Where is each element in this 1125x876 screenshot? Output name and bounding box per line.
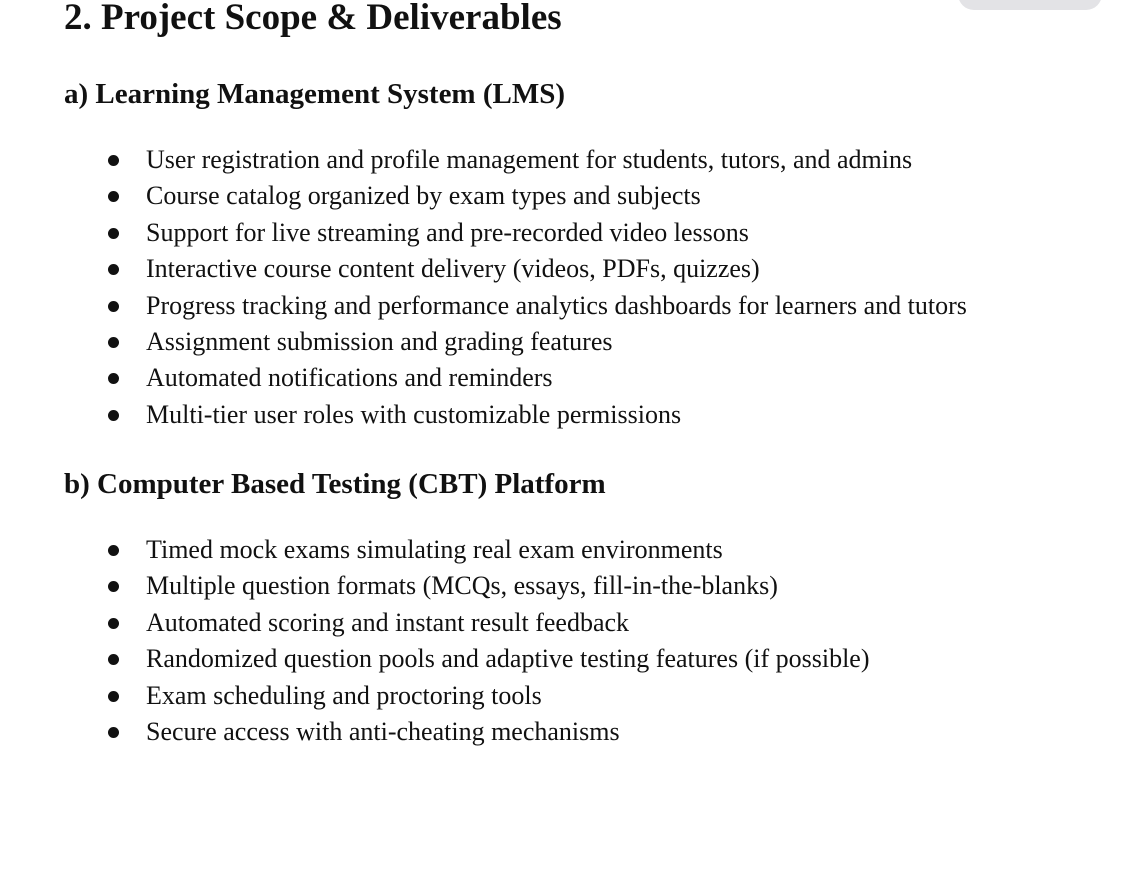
list-item-text: Automated notifications and reminders <box>146 363 553 393</box>
bullet-icon <box>108 155 119 166</box>
list-item-text: Interactive course content delivery (videos, PDFs, quizzes) <box>146 254 760 284</box>
bullet-icon <box>108 410 119 421</box>
list-item-text: Multi-tier user roles with customizable permissions <box>146 399 682 429</box>
list-item-text: Exam scheduling and proctoring tools <box>146 680 542 710</box>
list-item-text: Randomized question pools and adaptive testing features (if possible) <box>146 644 870 674</box>
top-scroll-pill <box>958 0 1102 10</box>
list-item-text: User registration and profile management for students, tutors, and admins <box>146 145 913 174</box>
bullet-icon <box>108 618 119 629</box>
list-item-text: Progress tracking and performance analytics dashboards for learners and tutors <box>146 290 967 320</box>
bullet-icon <box>108 545 119 556</box>
bullet-icon <box>108 727 119 738</box>
bullet-icon <box>108 337 119 348</box>
document-title: 2. Project Scope & Deliverables <box>64 0 562 38</box>
bullet-icon <box>108 654 119 665</box>
list-item-text: Secure access with anti-cheating mechanisms <box>146 716 620 746</box>
bullet-icon <box>108 228 119 239</box>
list-item-text: Support for live streaming and pre-recorded video lessons <box>146 217 749 247</box>
bullet-icon <box>108 264 119 275</box>
section-heading-cbt: b) Computer Based Testing (CBT) Platform <box>64 468 606 500</box>
list-item-text: Automated scoring and instant result feedback <box>146 607 630 637</box>
list-item-text: Assignment submission and grading features <box>146 326 613 356</box>
list-item-text: Multiple question formats (MCQs, essays, fill-in-the-blanks) <box>146 571 778 601</box>
list-item-text: Course catalog organized by exam types and subjects <box>146 181 701 211</box>
bullet-icon <box>108 581 119 592</box>
bullet-icon <box>108 691 119 702</box>
bullet-icon <box>108 191 119 202</box>
list-item-text: Timed mock exams simulating real exam environments <box>146 535 723 564</box>
bullet-icon <box>108 373 119 384</box>
section-heading-lms: a) Learning Management System (LMS) <box>64 78 566 110</box>
bullet-icon <box>108 301 119 312</box>
